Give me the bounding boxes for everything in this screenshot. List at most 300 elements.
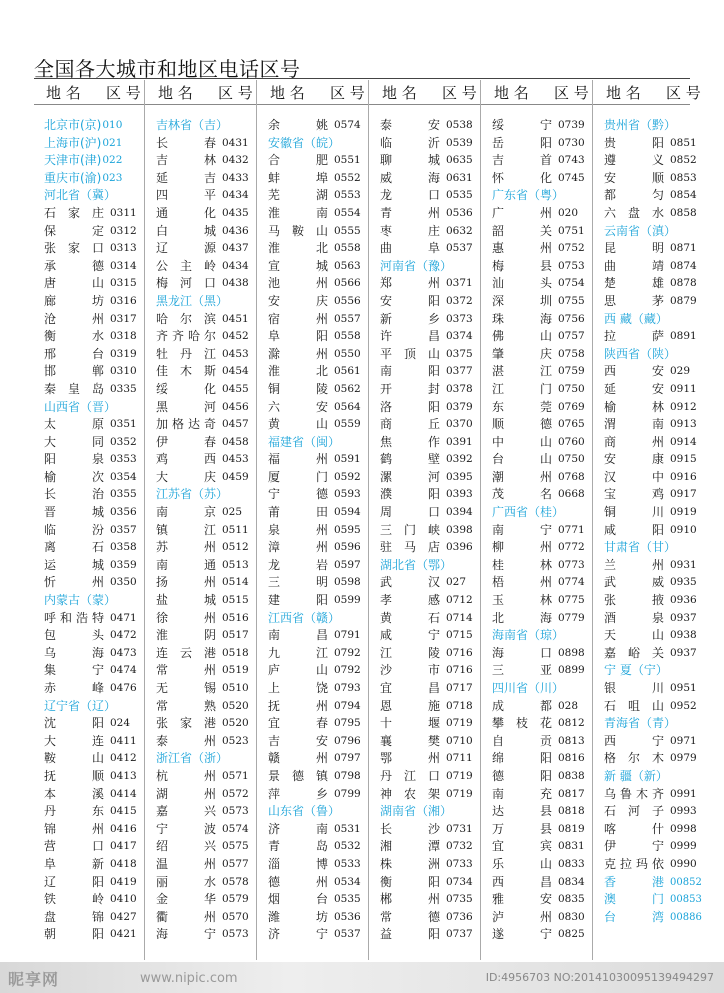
city-name: 绵阳 (492, 751, 552, 766)
city-row (258, 557, 369, 575)
city-name: 玉林 (492, 593, 552, 608)
city-name: 湖州 (156, 786, 216, 801)
city-row (34, 205, 145, 223)
city-row (146, 838, 257, 856)
city-row (482, 311, 593, 329)
city-name: 曲阜 (380, 241, 440, 256)
city-code: 0597 (334, 558, 361, 571)
city-name: 顺德 (492, 417, 552, 432)
city-code: 0510 (222, 682, 249, 694)
city-name: 四平 (156, 188, 216, 203)
city-name: 淮北 (268, 364, 328, 379)
city-row (258, 768, 369, 786)
city-code: 0898 (558, 646, 585, 659)
city-code: 0775 (558, 594, 585, 607)
top-rule (34, 78, 690, 79)
city-row (258, 715, 369, 733)
city-row (34, 786, 145, 804)
city-name: 南阳 (380, 364, 440, 379)
city-code: 0396 (446, 541, 473, 554)
city-row (146, 399, 257, 417)
city-row (258, 856, 369, 874)
province-name: 内蒙古（蒙） (44, 593, 117, 608)
city-row (370, 434, 481, 452)
city-row (34, 539, 145, 557)
city-code: 0374 (446, 330, 473, 343)
city-name: 贵阳 (604, 135, 664, 150)
city-code: 0535 (446, 189, 473, 202)
city-code: 0871 (670, 242, 697, 255)
city-code: 0910 (670, 523, 697, 536)
city-code: 0570 (222, 910, 249, 923)
watermark-url: www.nipic.com (140, 971, 238, 986)
city-row (482, 874, 593, 892)
province-name: 福建省（闽） (268, 434, 341, 449)
city-name: 濮阳 (380, 487, 440, 502)
province-name: 黑龙江（黑） (156, 293, 229, 308)
city-name: 达县 (492, 804, 552, 819)
city-code: 024 (110, 717, 131, 730)
city-name: 韶关 (492, 223, 552, 238)
city-name: 芜湖 (268, 188, 328, 203)
city-name: 太原 (44, 417, 104, 432)
city-name: 牡丹江 (156, 346, 216, 361)
city-name: 银川 (604, 681, 664, 695)
city-row (34, 909, 145, 927)
city-row (34, 451, 145, 469)
city-name: 周口 (380, 505, 440, 520)
city-name: 池州 (268, 276, 328, 291)
city-code: 0931 (670, 558, 697, 571)
city-row (482, 258, 593, 276)
city-code: 0854 (670, 189, 697, 202)
city-code: 0453 (222, 347, 249, 360)
city-code: 0852 (670, 154, 697, 167)
city-name: 保定 (44, 223, 104, 238)
city-code: 0715 (446, 629, 473, 642)
city-code: 0391 (446, 435, 473, 448)
city-code: 0474 (110, 664, 137, 677)
city-row (258, 399, 369, 417)
column-divider (368, 80, 369, 960)
city-name: 榆林 (604, 399, 664, 414)
city-code: 0531 (334, 822, 361, 835)
province-heading (482, 504, 593, 522)
column-header (146, 82, 256, 103)
city-code: 0456 (222, 400, 249, 413)
city-code: 0353 (110, 453, 137, 466)
city-code: 0731 (446, 822, 473, 835)
city-name: 镇江 (156, 522, 216, 537)
city-code: 0566 (334, 277, 361, 290)
city-code: 0458 (222, 435, 249, 448)
city-name: 焦作 (380, 434, 440, 449)
city-code: 0317 (110, 312, 137, 325)
area-code-column (370, 117, 481, 944)
city-code: 025 (222, 506, 243, 519)
city-code: 0476 (110, 682, 137, 694)
province-name: 宁 夏（宁） (604, 663, 668, 678)
city-code: 0853 (670, 171, 697, 184)
city-name: 孝感 (380, 593, 440, 608)
city-code: 0552 (334, 171, 361, 184)
province-heading (258, 610, 369, 628)
city-name: 曲靖 (604, 258, 664, 273)
city-code: 0413 (110, 769, 137, 782)
province-name: 甘肃省（甘） (604, 540, 677, 555)
city-row (34, 504, 145, 522)
city-code: 0754 (558, 277, 585, 290)
city-name: 无锡 (156, 681, 216, 695)
city-code: 0710 (446, 734, 473, 747)
city-name: 吉林 (156, 153, 216, 168)
city-row (258, 275, 369, 293)
city-code: 0735 (446, 893, 473, 906)
city-code: 0577 (222, 857, 249, 870)
city-code: 0519 (222, 664, 249, 677)
city-code: 0578 (222, 875, 249, 888)
city-name: 格尔木 (604, 751, 664, 766)
city-row (146, 152, 257, 170)
city-row (482, 803, 593, 821)
city-code: 0979 (670, 752, 697, 765)
province-name: 陕西省（陕） (604, 346, 677, 361)
city-code: 0792 (334, 664, 361, 677)
city-name: 泉州 (268, 522, 328, 537)
city-code: 0435 (222, 206, 249, 219)
city-name: 肇庆 (492, 346, 552, 361)
city-code: 0750 (558, 453, 585, 466)
city-row (34, 311, 145, 329)
city-row (482, 223, 593, 241)
municipality-name: 北京市(京) (44, 118, 102, 132)
city-code: 0792 (334, 646, 361, 659)
city-code: 0523 (222, 734, 249, 747)
city-code: 0797 (334, 752, 361, 765)
city-name: 抚州 (268, 698, 328, 713)
city-row (482, 662, 593, 680)
city-name: 宿州 (268, 311, 328, 326)
city-row (482, 522, 593, 540)
city-row (258, 926, 369, 944)
city-name: 济宁 (268, 927, 328, 942)
city-name: 沧州 (44, 311, 104, 326)
city-row (34, 680, 145, 698)
city-row (594, 328, 705, 346)
city-name: 宝鸡 (604, 487, 664, 502)
city-name: 德阳 (492, 768, 552, 783)
city-name: 许昌 (380, 329, 440, 344)
city-name: 酒泉 (604, 610, 664, 625)
city-code: 0971 (670, 734, 697, 747)
city-row (594, 240, 705, 258)
city-code: 0356 (110, 506, 137, 519)
city-name: 包头 (44, 628, 104, 643)
city-row (482, 416, 593, 434)
city-code: 0518 (222, 646, 249, 659)
city-code: 0421 (110, 928, 137, 941)
city-code: 0736 (446, 910, 473, 923)
city-name: 恩施 (380, 698, 440, 713)
city-row (146, 610, 257, 628)
city-code: 0712 (446, 594, 473, 607)
city-row (34, 557, 145, 575)
municipality-code: 010 (102, 119, 123, 131)
city-row (34, 926, 145, 944)
municipality-code: 023 (102, 171, 123, 184)
city-code: 0993 (670, 805, 697, 818)
city-name: 鞍山 (44, 751, 104, 766)
city-code: 0473 (110, 646, 137, 659)
city-code: 0719 (446, 787, 473, 800)
city-row (34, 258, 145, 276)
city-code: 0739 (558, 119, 585, 131)
city-name: 南昌 (268, 628, 328, 643)
city-name: 六盘水 (604, 205, 664, 220)
area-code-column (146, 117, 257, 944)
city-row (594, 504, 705, 522)
city-name: 合肥 (268, 153, 328, 168)
city-row (258, 645, 369, 663)
city-name: 佛山 (492, 329, 552, 344)
city-code: 0562 (334, 382, 361, 395)
province-name: 江西省（赣） (268, 610, 341, 625)
city-code: 0891 (670, 330, 697, 343)
city-row (370, 469, 481, 487)
city-name: 嘉峪关 (604, 645, 664, 660)
municipality-row (34, 117, 145, 135)
city-name: 雅安 (492, 892, 552, 907)
city-row (370, 170, 481, 188)
area-code-column (482, 117, 593, 944)
city-code: 0632 (446, 224, 473, 237)
city-row (34, 275, 145, 293)
city-name: 盘锦 (44, 909, 104, 924)
city-row (482, 117, 593, 135)
city-row (146, 874, 257, 892)
city-code: 0799 (334, 787, 361, 800)
city-row (594, 205, 705, 223)
city-row (594, 399, 705, 417)
city-row (146, 275, 257, 293)
city-code: 0998 (670, 822, 697, 835)
city-code: 0419 (110, 875, 137, 888)
city-row (34, 522, 145, 540)
city-row (370, 346, 481, 364)
city-name: 张家港 (156, 716, 216, 731)
province-name: 广西省（桂） (492, 505, 565, 520)
city-row (370, 522, 481, 540)
city-row (34, 662, 145, 680)
city-row (146, 504, 257, 522)
city-code: 0752 (558, 242, 585, 255)
city-name: 济南 (268, 821, 328, 836)
province-name: 浙江省（浙） (156, 751, 229, 766)
city-row (594, 135, 705, 153)
city-name: 廊坊 (44, 293, 104, 308)
city-name: 呼和浩特 (44, 610, 104, 625)
city-name: 苏州 (156, 540, 216, 555)
city-row (594, 451, 705, 469)
column-divider (592, 80, 593, 960)
city-code: 0335 (110, 382, 137, 395)
city-name: 台湾 (604, 909, 664, 924)
city-name: 厦门 (268, 469, 328, 484)
city-code: 0350 (110, 576, 137, 589)
province-heading (370, 258, 481, 276)
city-row (34, 645, 145, 663)
city-name: 佳木斯 (156, 364, 216, 379)
city-code: 0394 (446, 506, 473, 519)
city-name: 南京 (156, 505, 216, 520)
city-name: 澳门 (604, 892, 664, 907)
header-name-label: 地 名 (270, 84, 305, 102)
city-row (258, 416, 369, 434)
city-row (34, 363, 145, 381)
city-code: 0520 (222, 699, 249, 712)
city-name: 辽阳 (44, 874, 104, 889)
city-code: 0774 (558, 576, 585, 589)
city-row (594, 275, 705, 293)
city-code: 0990 (670, 857, 697, 870)
city-code: 0393 (446, 488, 473, 501)
city-name: 建阳 (268, 593, 328, 608)
city-name: 张家口 (44, 241, 104, 256)
city-row (482, 363, 593, 381)
city-name: 神农架 (380, 786, 440, 801)
city-row (482, 715, 593, 733)
province-name: 新 疆（新） (604, 768, 668, 783)
city-code: 0753 (558, 259, 585, 272)
city-code: 0817 (558, 787, 585, 800)
city-name: 丹东 (44, 804, 104, 819)
city-row (146, 786, 257, 804)
city-code: 0511 (222, 523, 249, 536)
city-name: 思茅 (604, 293, 664, 308)
province-heading (594, 715, 705, 733)
city-name: 天山 (604, 628, 664, 643)
city-name: 常德 (380, 909, 440, 924)
city-name: 武汉 (380, 575, 440, 590)
city-name: 临汾 (44, 522, 104, 537)
city-code: 0798 (334, 769, 361, 782)
city-row (146, 592, 257, 610)
city-row (146, 574, 257, 592)
city-name: 阜新 (44, 856, 104, 871)
city-row (258, 223, 369, 241)
city-name: 景德镇 (268, 768, 328, 783)
city-code: 0819 (558, 822, 585, 835)
city-code: 0813 (558, 734, 585, 747)
city-code: 0375 (446, 347, 473, 360)
city-code: 0551 (334, 154, 361, 167)
city-name: 金华 (156, 892, 216, 907)
city-row (370, 592, 481, 610)
city-row (482, 733, 593, 751)
city-row (594, 592, 705, 610)
city-row (34, 416, 145, 434)
city-row (482, 750, 593, 768)
city-name: 三明 (268, 575, 328, 590)
city-row (594, 838, 705, 856)
city-name: 哈尔滨 (156, 311, 216, 326)
city-code: 0452 (222, 330, 249, 343)
column-header (594, 82, 704, 103)
city-code: 0392 (446, 453, 473, 466)
city-row (34, 486, 145, 504)
city-code: 0878 (670, 277, 697, 290)
city-row (258, 187, 369, 205)
city-row (146, 891, 257, 909)
city-row (370, 381, 481, 399)
city-code: 0912 (670, 400, 697, 413)
city-name: 德州 (268, 874, 328, 889)
city-code: 0596 (334, 541, 361, 554)
city-row (370, 733, 481, 751)
city-name: 十堰 (380, 716, 440, 731)
city-row (370, 451, 481, 469)
city-name: 商丘 (380, 417, 440, 432)
city-code: 0455 (222, 382, 249, 395)
city-code: 0512 (222, 541, 249, 554)
city-code: 0315 (110, 277, 137, 290)
city-row (258, 293, 369, 311)
city-code: 0760 (558, 435, 585, 448)
city-name: 安顺 (604, 170, 664, 185)
city-row (370, 363, 481, 381)
city-name: 克拉玛依 (604, 856, 664, 871)
city-code: 0579 (222, 893, 249, 906)
city-name: 新乡 (380, 311, 440, 326)
city-row (258, 662, 369, 680)
city-name: 安庆 (268, 293, 328, 308)
city-code: 0796 (334, 734, 361, 747)
municipality-row (34, 152, 145, 170)
city-code: 0899 (558, 664, 585, 677)
city-code: 0537 (334, 928, 361, 941)
city-row (594, 434, 705, 452)
city-row (34, 874, 145, 892)
city-row (482, 328, 593, 346)
city-name: 锦州 (44, 821, 104, 836)
city-row (482, 451, 593, 469)
province-name: 云南省（滇） (604, 223, 677, 238)
province-heading (146, 750, 257, 768)
city-row (482, 856, 593, 874)
city-name: 淮北 (268, 241, 328, 256)
city-row (258, 205, 369, 223)
city-code: 0668 (558, 488, 585, 501)
city-code: 0745 (558, 171, 585, 184)
city-row (258, 539, 369, 557)
city-name: 徐州 (156, 610, 216, 625)
city-name: 离石 (44, 540, 104, 555)
city-name: 鄂州 (380, 751, 440, 766)
city-code: 0730 (558, 136, 585, 149)
city-name: 珠海 (492, 311, 552, 326)
city-row (34, 293, 145, 311)
city-code: 0737 (446, 928, 473, 941)
header-name-label: 地 名 (46, 84, 81, 102)
city-name: 拉萨 (604, 329, 664, 344)
city-name: 赣州 (268, 751, 328, 766)
city-code: 0757 (558, 330, 585, 343)
city-row (594, 680, 705, 698)
city-name: 伊宁 (604, 839, 664, 854)
city-name: 余姚 (268, 118, 328, 132)
city-name: 辽源 (156, 241, 216, 256)
city-name: 衢州 (156, 909, 216, 924)
